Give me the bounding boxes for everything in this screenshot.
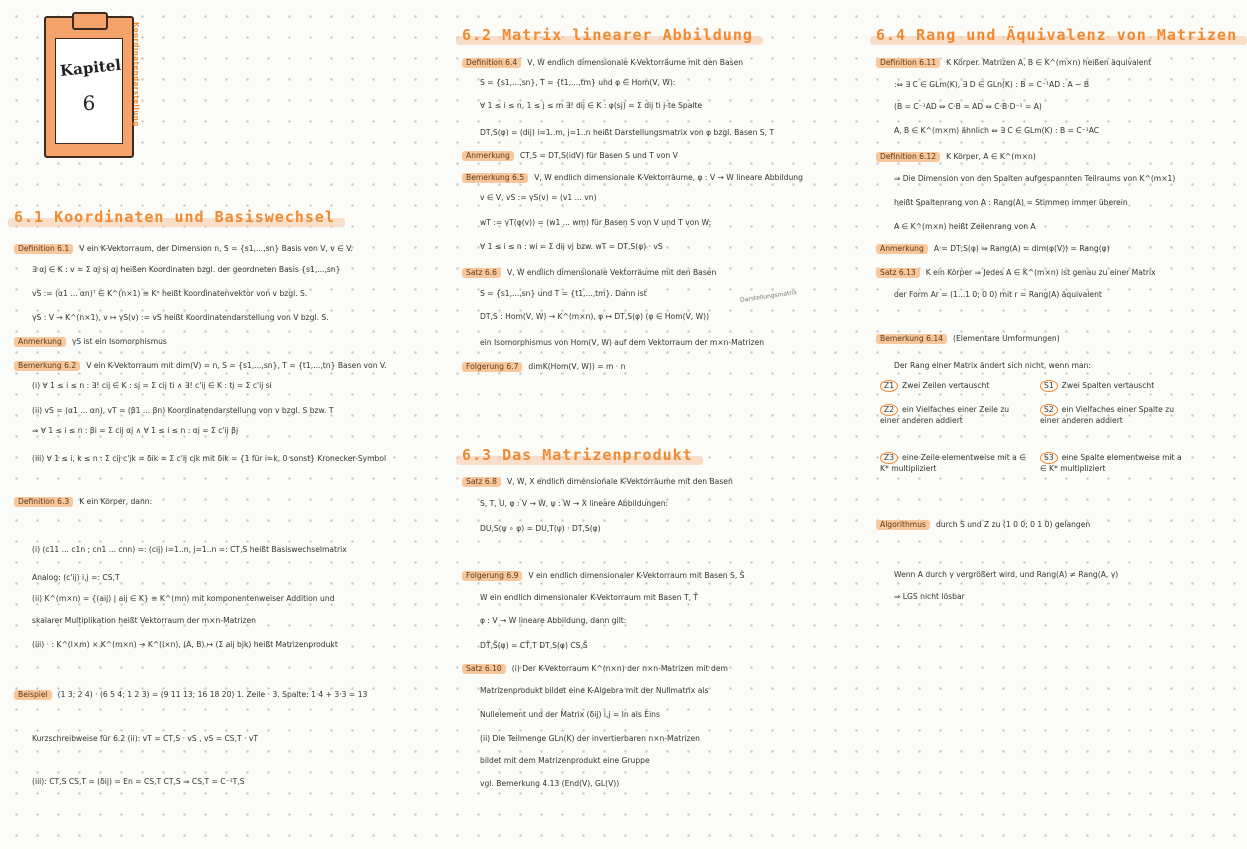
- operation-text: Zwei Spalten vertauscht: [1061, 381, 1155, 390]
- note-line: [480, 193, 597, 203]
- note-line: [894, 361, 1091, 371]
- operation-id: Z1: [880, 380, 898, 392]
- chapter-side-label: Koordinatendarstellung: [132, 22, 140, 127]
- note-line: [894, 592, 965, 602]
- chapter-label: Kapitel: [59, 55, 122, 80]
- note-line: [14, 497, 152, 507]
- definition-tag: Bemerkung 6.14: [876, 334, 947, 344]
- operation-id: Z3: [880, 452, 898, 464]
- note-line: [480, 78, 675, 88]
- note-line: [462, 362, 626, 372]
- annotation-darstellungsmatrix: Darstellungsmatrix: [739, 289, 798, 304]
- note-line: [32, 573, 120, 583]
- note-text: S = {s1,...,sn} und T = {t1,...,tm}. Dann ist: [480, 289, 647, 298]
- note-line: [480, 499, 668, 509]
- note-text: (iii) ∀ 1 ≤ i, k ≤ n : Σ cij c'jk = δik = Σ c'ij cjk mit δik = {1 für i=k, 0 sonst} Kronecker-Symbol: [32, 454, 387, 463]
- definition-tag: Satz 6.10: [462, 664, 506, 674]
- note-text: (ii) Die Teilmenge GLn(K) der invertierbaren n×n-Matrizen: [480, 734, 700, 743]
- section-heading-6-4: 6.4 Rang und Äquivalenz von Matrizen: [876, 26, 1238, 44]
- operation-id: S2: [1040, 404, 1058, 416]
- note-text: ∀ 1 ≤ i ≤ n : wi = Σ dij vj bzw. wT = DT,S(φ) · vS: [480, 242, 663, 251]
- note-line: [876, 244, 1110, 254]
- note-text: Analog: (c'ij) i,j =: CS,T: [32, 573, 120, 582]
- note-line: [894, 80, 1089, 90]
- note-text: V, W, X endlich dimensionale K-Vektorräume mit den Basen: [506, 477, 733, 486]
- note-line: [32, 777, 245, 787]
- note-line: [480, 218, 711, 228]
- section-heading-6-1: 6.1 Koordinaten und Basiswechsel: [14, 208, 335, 226]
- note-line: [480, 242, 663, 252]
- definition-tag: Anmerkung: [462, 151, 514, 161]
- note-line: [480, 686, 708, 696]
- definition-tag: Satz 6.6: [462, 268, 501, 278]
- note-text: vgl. Bemerkung 4.13 (End(V), GL(V)): [480, 779, 620, 788]
- operation-text: ein Vielfaches einer Spalte zu einer anderen addiert: [1040, 405, 1175, 425]
- note-line: [894, 126, 1099, 136]
- operation-text: ein Vielfaches einer Zeile zu einer anderen addiert: [880, 405, 1010, 425]
- operation-text: eine Zeile elementweise mit a ∈ K* multipliziert: [880, 453, 1026, 473]
- note-line: [462, 58, 743, 68]
- note-text: (ii) K^(m×n) = {(aij) | aij ∈ K} ≅ K^(mn) mit komponentenweiser Addition und: [32, 594, 335, 603]
- note-line: [894, 222, 1036, 232]
- note-text: K Körper, A ∈ K^(m×n): [946, 152, 1036, 161]
- note-text: V ein K-Vektorraum, der Dimension n, S = {s1,...,sn} Basis von V, v ∈ V.: [79, 244, 353, 253]
- note-line: [32, 734, 258, 744]
- note-text: ∃ αj ∈ K : v = Σ αj sj αj heißen Koordinaten bzgl. der geordneten Basis {s1,...,sn}: [32, 265, 341, 274]
- definition-tag: Satz 6.13: [876, 268, 920, 278]
- note-text: A ∈ K^(m×n) heißt Zeilenrang von A: [894, 222, 1036, 231]
- definition-tag: Definition 6.1: [14, 244, 73, 254]
- note-line: [462, 571, 745, 581]
- chapter-number: 6: [82, 91, 96, 115]
- note-text: V, W endlich dimensionale K-Vektorräume mit den Basen: [527, 58, 744, 67]
- note-line: [894, 174, 1175, 184]
- note-line: [876, 268, 1156, 278]
- note-text: der Form Ar = (1...1 0; 0 0) mit r = Rang(A) äquivalent: [894, 290, 1102, 299]
- note-text: v ∈ V, vS := γS(v) = (v1 ... vn): [480, 193, 597, 202]
- note-text: V ein K-Vektorraum mit dim(V) = n, S = {s1,...,sn}, T = {t1,...,tn} Basen von V.: [86, 361, 387, 370]
- note-line: [14, 244, 353, 254]
- note-text: Kurzschreibweise für 6.2 (ii): vT = CT,S · vS , vS = CS,T · vT: [32, 734, 259, 743]
- note-text: S = {s1,...,sn}, T = {t1,...,tm} und φ ∈ Hom(V, W):: [480, 78, 676, 87]
- note-line: [480, 524, 601, 534]
- note-text: W ein endlich dimensionaler K-Vektorraum mit Basen T, T̃: [480, 593, 699, 602]
- operation-text: Zwei Zeilen vertauscht: [902, 381, 990, 390]
- note-line: [480, 338, 764, 348]
- definition-tag: Bemerkung 6.5: [462, 173, 528, 183]
- note-text: durch S und Z zu (1 0 0; 0 1 0) gelangen: [935, 520, 1091, 529]
- note-text: V ein endlich dimensionaler K-Vektorraum mit Basen S, S̃: [528, 571, 745, 580]
- note-line: [480, 312, 709, 322]
- note-line: [480, 616, 626, 626]
- elementary-operation: [880, 380, 1030, 392]
- note-text: Nullelement und der Matrix (δij) i,j = In als Eins: [480, 710, 660, 719]
- note-line: [14, 690, 367, 700]
- note-text: φ : V → W lineare Abbildung, dann gilt:: [480, 616, 627, 625]
- note-line: [480, 593, 698, 603]
- note-line: [480, 101, 702, 111]
- section-heading-6-3: 6.3 Das Matrizenprodukt: [462, 446, 693, 464]
- note-text: :⇔ ∃ C ∈ GLm(K), ∃ D ∈ GLn(K) : B = C⁻¹AD : A ~ B: [894, 80, 1090, 89]
- note-line: [876, 58, 1151, 68]
- note-text: wT := γT(φ(v)) = (w1 ... wm) für Basen S von V und T von W:: [480, 218, 712, 227]
- operation-id: S3: [1040, 452, 1058, 464]
- note-text: DU,S(ψ ∘ φ) = DU,T(ψ) · DT,S(φ): [480, 524, 601, 533]
- note-text: V, W endlich dimensionale K-Vektorräume, φ : V → W lineare Abbildung: [534, 173, 803, 182]
- note-line: [32, 313, 329, 323]
- note-text: K Körper. Matrizen A, B ∈ K^(m×n) heißen äquivalent: [946, 58, 1152, 67]
- note-text: dimK(Hom(V, W)) = m · n: [528, 362, 626, 371]
- note-text: γS ist ein Isomorphismus: [71, 337, 167, 346]
- note-line: [480, 734, 700, 744]
- note-line: [462, 268, 716, 278]
- note-line: [480, 779, 619, 789]
- note-line: [480, 289, 647, 299]
- note-text: ein Isomorphismus von Hom(V, W) auf dem Vektorraum der m×n-Matrizen: [480, 338, 765, 347]
- note-line: [14, 337, 167, 347]
- note-text: (i) Der K-Vektorraum K^(n×n) der n×n-Matrizen mit dem: [511, 664, 728, 673]
- note-text: (1 3; 2 4) · (6 5 4; 1 2 3) = (9 11 13; 16 18 20) 1. Zeile · 3. Spalte: 1·4 + 3·3 = 13: [57, 690, 368, 699]
- note-text: γS : V → K^(n×1), v ↦ γS(v) := vS heißt Koordinatendarstellung von V bzgl. S.: [32, 313, 329, 322]
- note-text: CT,S = DT,S(idV) für Basen S und T von V: [519, 151, 678, 160]
- definition-tag: Definition 6.3: [14, 497, 73, 507]
- note-text: ⇒ LGS nicht lösbar: [894, 592, 965, 601]
- note-text: A, B ∈ K^(m×m) ähnlich ⇔ ∃ C ∈ GLm(K) : B = C⁻¹AC: [894, 126, 1100, 135]
- note-line: [876, 520, 1090, 530]
- section-heading-6-2: 6.2 Matrix linearer Abbildung: [462, 26, 753, 44]
- chapter-clipboard: [44, 16, 134, 158]
- definition-tag: Definition 6.11: [876, 58, 940, 68]
- note-line: [894, 570, 1118, 580]
- note-line: [32, 454, 386, 464]
- note-text: bildet mit dem Matrizenprodukt eine Gruppe: [480, 756, 650, 765]
- elementary-operation: [1040, 380, 1190, 392]
- note-text: DT,S(φ) = (dij) i=1..m, j=1..n heißt Darstellungsmatrix von φ bzgl. Basen S, T: [480, 128, 775, 137]
- note-line: [462, 664, 728, 674]
- note-text: vS := (α1 ... αn)ᵀ ∈ K^(n×1) ≅ Kⁿ heißt Koordinatenvektor von v bzgl. S.: [32, 289, 308, 298]
- note-line: [480, 128, 774, 138]
- definition-tag: Beispiel: [14, 690, 52, 700]
- definition-tag: Folgerung 6.7: [462, 362, 522, 372]
- note-line: [32, 616, 256, 626]
- elementary-operation: [880, 452, 1030, 474]
- note-text: A = DT,S(φ) ⇒ Rang(A) = dim(φ(V)) = Rang(φ): [933, 244, 1110, 253]
- clipboard-clip-icon: [72, 12, 108, 30]
- elementary-operation: [1040, 404, 1190, 426]
- note-text: V, W endlich dimensionale Vektorräume mit den Basen: [506, 268, 717, 277]
- note-line: [894, 290, 1102, 300]
- note-text: (i) ∀ 1 ≤ i ≤ n : ∃! cij ∈ K : sj = Σ cij ti ∧ ∃! c'ij ∈ K : tj = Σ c'ij si: [32, 381, 272, 390]
- note-text: Wenn A durch γ vergrößert wird, und Rang(A) ≠ Rang(A, γ): [894, 570, 1119, 579]
- note-text: Der Rang einer Matrix ändert sich nicht, wenn man:: [894, 361, 1091, 370]
- note-line: [876, 152, 1036, 162]
- note-text: (Elementare Umformungen): [953, 334, 1060, 343]
- note-text: ⇒ ∀ 1 ≤ i ≤ n : βi = Σ cij αj ∧ ∀ 1 ≤ i ≤ n : αj = Σ c'ij βj: [32, 426, 239, 435]
- note-text: (iii) · : K^(l×m) × K^(m×n) → K^(l×n), (A, B) ↦ (Σ aij bjk) heißt Matrizenprodukt: [32, 640, 338, 649]
- note-line: [894, 198, 1128, 208]
- definition-tag: Anmerkung: [14, 337, 66, 347]
- elementary-operation: [1040, 452, 1190, 474]
- clipboard-paper: [55, 38, 123, 144]
- note-text: K ein Körper ⇒ Jedes A ∈ K^(m×n) ist genau zu einer Matrix: [925, 268, 1156, 277]
- note-line: [32, 640, 338, 650]
- operation-id: S1: [1040, 380, 1058, 392]
- note-text: (B = C⁻¹AD ⇔ C·B = AD ⇔ C·B·D⁻¹ = A): [894, 102, 1042, 111]
- note-text: K ein Körper, dann:: [79, 497, 153, 506]
- definition-tag: Anmerkung: [876, 244, 928, 254]
- definition-tag: Algorithmus: [876, 520, 930, 530]
- definition-tag: Definition 6.12: [876, 152, 940, 162]
- note-text: heißt Spaltenrang von A : Rang(A) = Stimmen immer überein: [894, 198, 1128, 207]
- operation-text: eine Spalte elementweise mit a ∈ K* multipliziert: [1040, 453, 1182, 473]
- note-text: (iii): CT,S CS,T = (δij) = En = CS,T CT,S ⇒ CS,T = C⁻¹T,S: [32, 777, 245, 786]
- note-line: [32, 594, 334, 604]
- definition-tag: Bemerkung 6.2: [14, 361, 80, 371]
- note-line: [894, 102, 1042, 112]
- note-line: [32, 406, 334, 416]
- definition-tag: Definition 6.4: [462, 58, 521, 68]
- note-line: [480, 756, 650, 766]
- note-line: [480, 710, 660, 720]
- note-text: ∀ 1 ≤ i ≤ n, 1 ≤ j ≤ m ∃! dij ∈ K : φ(sj) = Σ dij ti j-te Spalte: [480, 101, 703, 110]
- note-line: [32, 545, 347, 555]
- note-line: [32, 381, 272, 391]
- note-line: [14, 361, 387, 371]
- note-line: [32, 426, 238, 436]
- note-line: [462, 477, 733, 487]
- elementary-operation: [880, 404, 1030, 426]
- note-text: DT,S : Hom(V, W) → K^(m×n), φ ↦ DT,S(φ) (φ ∈ Hom(V, W)): [480, 312, 710, 321]
- note-line: [480, 641, 588, 651]
- note-line: [32, 289, 307, 299]
- note-text: skalarer Multiplikation heißt Vektorraum der m×n-Matrizen: [32, 616, 256, 625]
- note-text: (ii) vS = (α1 ... αn), vT = (β1 ... βn) Koordinatendarstellung von v bzgl. S bzw. T: [32, 406, 334, 415]
- note-text: Matrizenprodukt bildet eine K-Algebra mit der Nullmatrix als: [480, 686, 709, 695]
- note-text: S, T, U, φ : V → W, ψ : W → X lineare Abbildungen:: [480, 499, 669, 508]
- note-line: [462, 151, 678, 161]
- note-text: ⇒ Die Dimension von den Spalten aufgespannten Teilraums von K^(m×1): [894, 174, 1176, 183]
- note-text: DT̃,S̃(φ) = CT̃,T DT,S(φ) CS,S̃: [480, 641, 588, 650]
- definition-tag: Satz 6.8: [462, 477, 501, 487]
- note-line: [462, 173, 803, 183]
- definition-tag: Folgerung 6.9: [462, 571, 522, 581]
- note-line: [32, 265, 341, 275]
- note-text: (i) (c11 ... c1n ; cn1 ... cnn) =: (cij) i=1..n, j=1..n =: CT,S heißt Basiswechselmatrix: [32, 545, 347, 554]
- note-line: [876, 334, 1060, 344]
- operation-id: Z2: [880, 404, 898, 416]
